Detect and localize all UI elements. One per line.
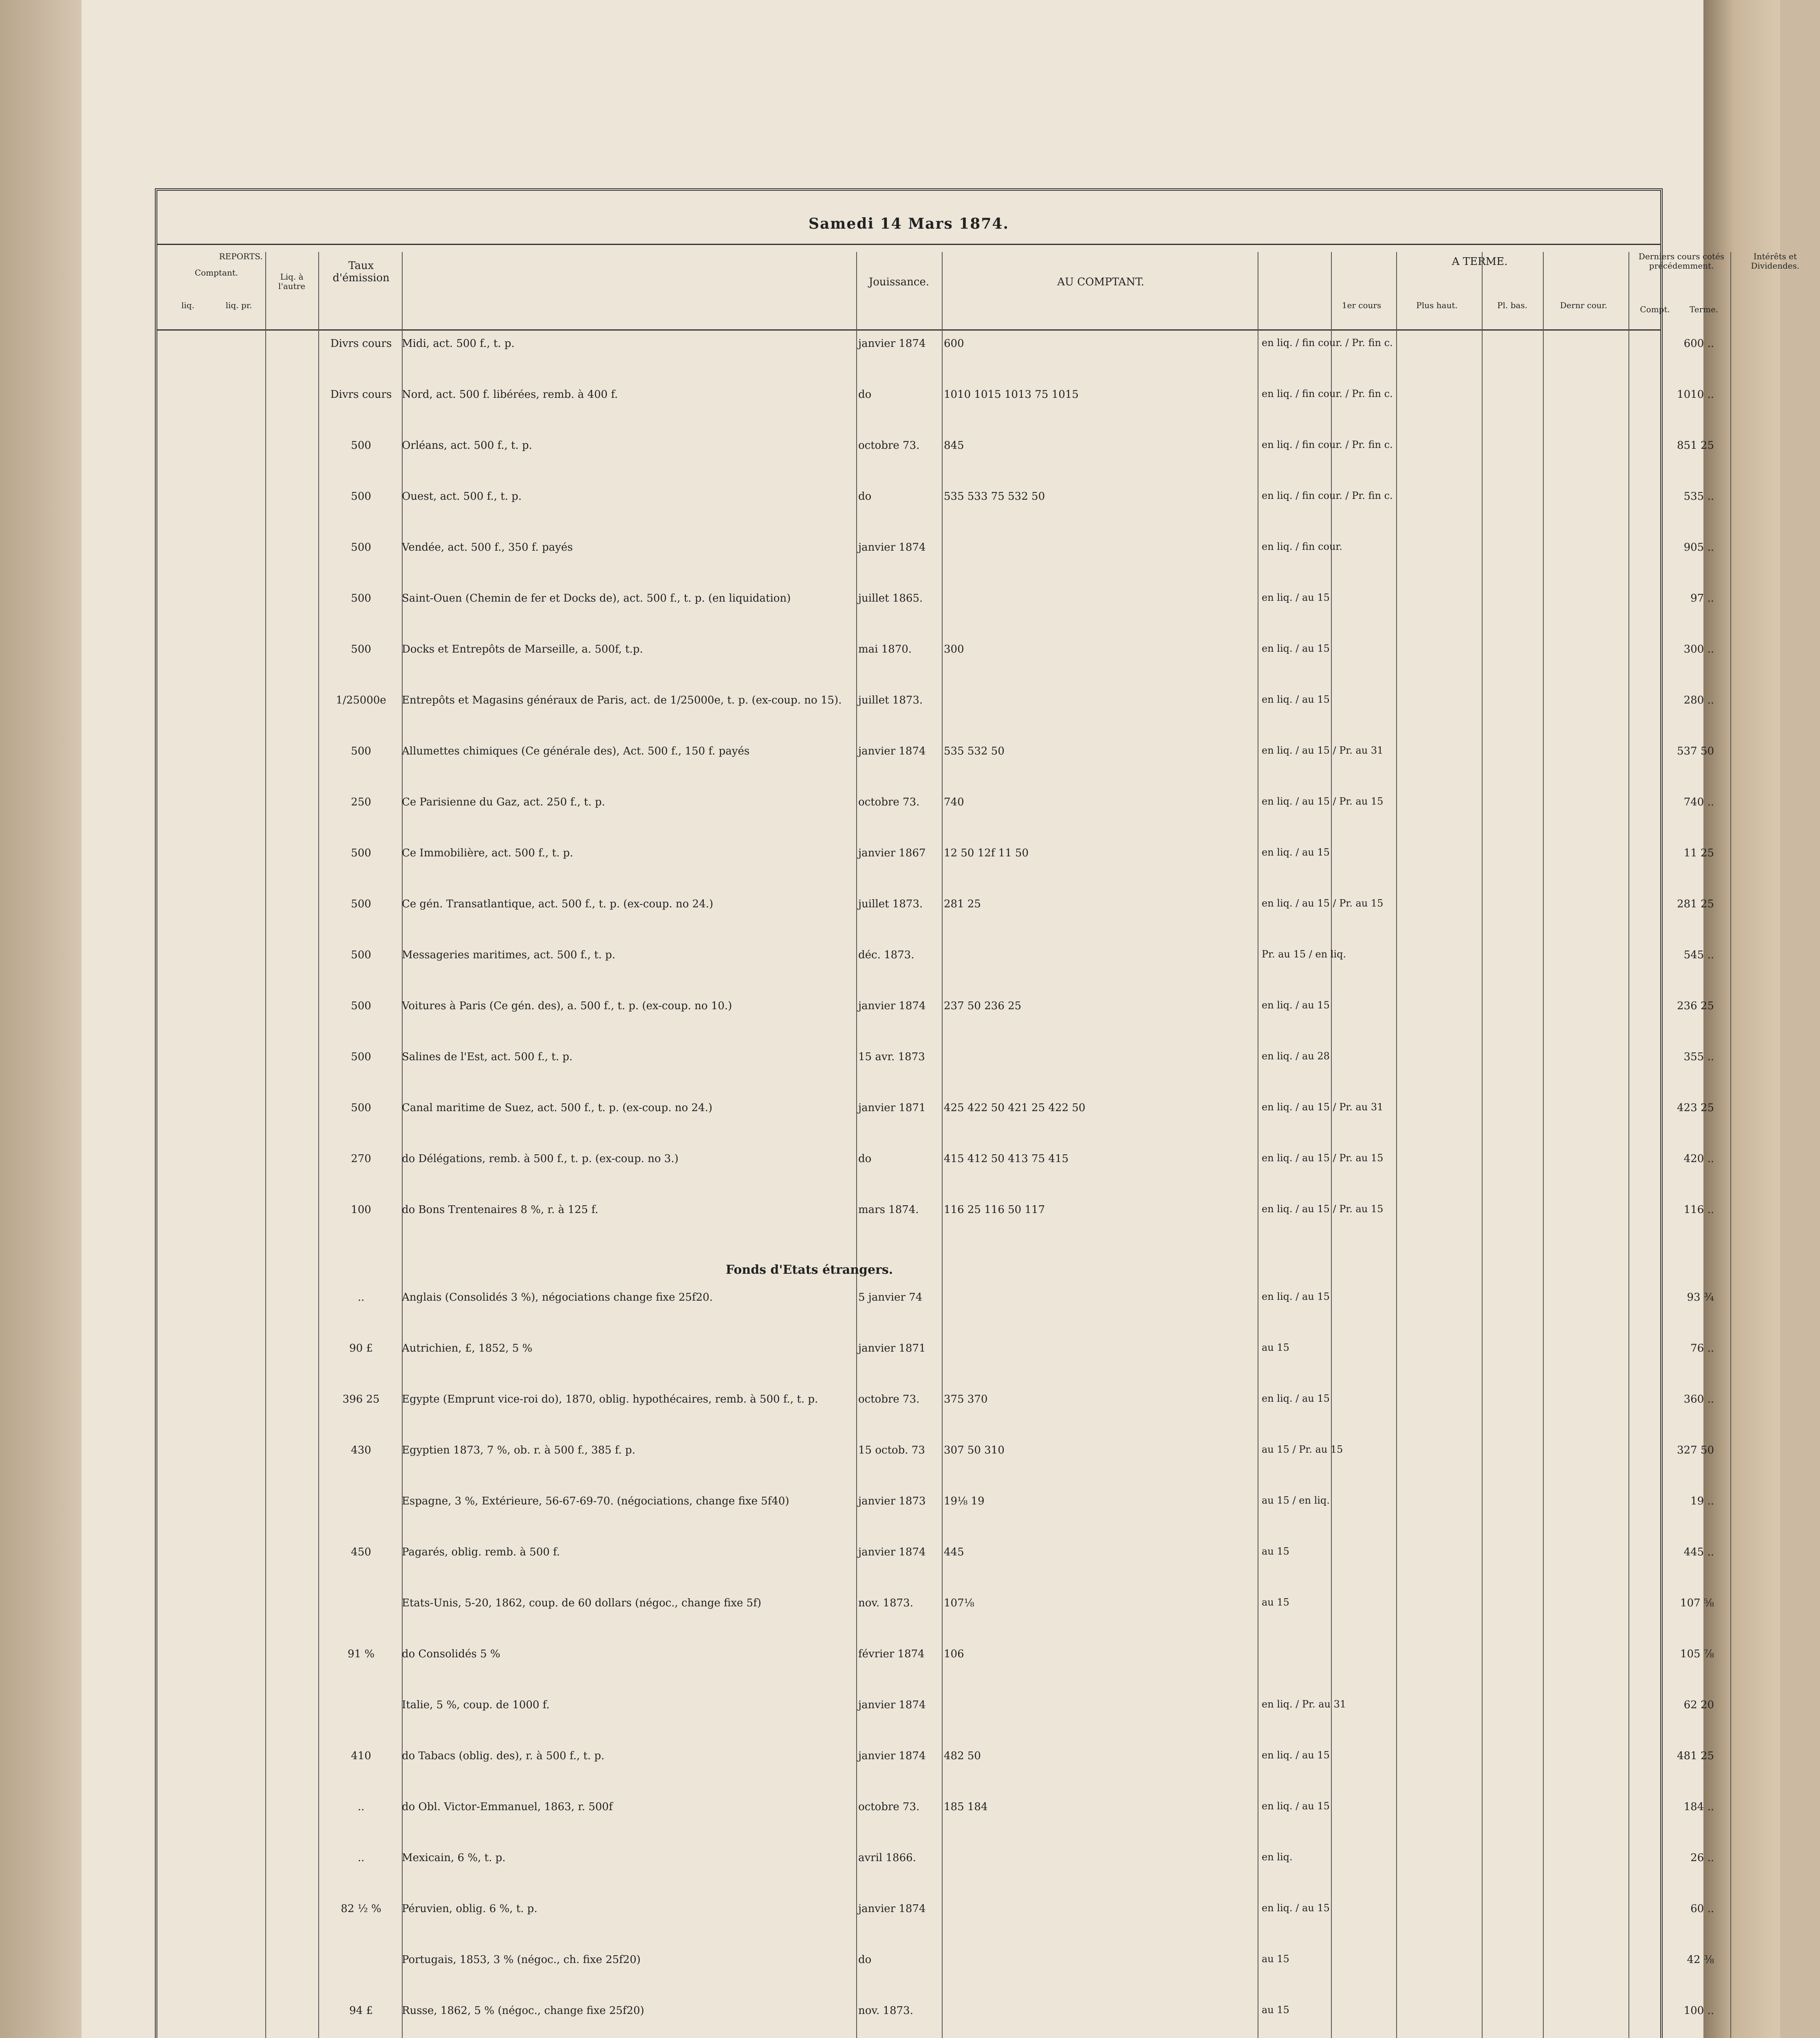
emission-rate-cell: Divrs cours xyxy=(330,388,392,401)
jouissance-cell: janvier 1874 xyxy=(858,337,926,350)
cash-price-cell: 535 533 75 532 50 xyxy=(944,490,1045,503)
emission-rate-cell: 450 xyxy=(351,1546,371,1558)
emission-rate-cell: 91 % xyxy=(347,1648,375,1660)
security-name-cell: Péruvien, oblig. 6 %, t. p. xyxy=(402,1903,538,1915)
security-name-cell: Canal maritime de Suez, act. 500 f., t. p. (ex-coup. no 24.) xyxy=(402,1102,713,1114)
table-row xyxy=(157,1698,1714,1740)
security-name-cell: Ouest, act. 500 f., t. p. xyxy=(402,490,522,503)
term-market-cell: en liq. / au 28 xyxy=(1262,1050,1330,1062)
security-name-cell: Ce Parisienne du Gaz, act. 250 f., t. p. xyxy=(402,796,605,808)
emission-rate-cell: 500 xyxy=(351,745,371,757)
emission-rate-cell: 270 xyxy=(351,1153,371,1165)
jouissance-cell: 15 avr. 1873 xyxy=(858,1051,925,1063)
previous-price-cell: 355 .. xyxy=(1683,1051,1714,1063)
jouissance-cell: déc. 1873. xyxy=(858,949,914,961)
emission-rate-cell: 1/25000e xyxy=(336,694,386,706)
security-name-cell: do Consolidés 5 % xyxy=(402,1648,500,1660)
previous-price-cell: 545 .. xyxy=(1683,949,1714,961)
cash-price-cell: 116 25 116 50 117 xyxy=(944,1204,1045,1216)
cash-price-cell: 237 50 236 25 xyxy=(944,1000,1022,1012)
jouissance-cell: juillet 1873. xyxy=(858,694,923,706)
table-row xyxy=(157,694,1714,735)
security-name-cell: Docks et Entrepôts de Marseille, a. 500f, t.p. xyxy=(402,643,643,655)
table-row xyxy=(157,796,1714,837)
au-comptant-header: AU COMPTANT. xyxy=(1057,276,1144,288)
emission-rate-cell: .. xyxy=(357,1852,365,1864)
emission-rate-cell: 500 xyxy=(351,1000,371,1012)
dernier-cours-header: Dernr cour. xyxy=(1560,300,1608,310)
previous-price-cell: 420 .. xyxy=(1683,1153,1714,1165)
term-market-cell: au 15 / en liq. xyxy=(1262,1495,1330,1506)
table-row xyxy=(157,337,1714,378)
table-row xyxy=(157,1800,1714,1842)
jouissance-cell: mars 1874. xyxy=(858,1204,919,1216)
term-market-cell: en liq. / au 15 / Pr. au 15 xyxy=(1262,898,1384,909)
term-market-cell: en liq. xyxy=(1262,1851,1293,1863)
security-name-cell: Voitures à Paris (Ce gén. des), a. 500 f., t. p. (ex-coup. no 10.) xyxy=(402,1000,732,1012)
plus-haut-header: Plus haut. xyxy=(1416,300,1458,310)
jouissance-cell: mai 1870. xyxy=(858,643,912,655)
security-name-cell: Portugais, 1853, 3 % (négoc., ch. fixe 25f20) xyxy=(402,1954,641,1966)
previous-price-cell: 905 .. xyxy=(1683,541,1714,554)
term-market-cell: en liq. / fin cour. / Pr. fin c. xyxy=(1262,388,1393,399)
column-rule xyxy=(1730,252,1731,2038)
jouissance-cell: octobre 73. xyxy=(858,439,920,452)
jouissance-cell: octobre 73. xyxy=(858,1801,920,1813)
cash-price-cell: 845 xyxy=(944,439,964,452)
cash-price-cell: 375 370 xyxy=(944,1393,988,1405)
previous-price-cell: 537 50 xyxy=(1677,745,1714,757)
previous-price-cell: 280 .. xyxy=(1683,694,1714,706)
jouissance-cell: nov. 1873. xyxy=(858,2005,913,2017)
previous-price-cell: 535 .. xyxy=(1683,490,1714,503)
cash-price-cell: 415 412 50 413 75 415 xyxy=(944,1153,1069,1165)
table-row xyxy=(157,1050,1714,1092)
table-row xyxy=(157,1953,1714,1994)
previous-price-cell: 11 25 xyxy=(1683,847,1714,859)
cash-price-cell: 19⅛ 19 xyxy=(944,1495,985,1507)
taux-header: Taux d'émission xyxy=(333,260,390,284)
security-name-cell: Anglais (Consolidés 3 %), négociations change fixe 25f20. xyxy=(402,1291,713,1304)
jouissance-cell: janvier 1871 xyxy=(858,1342,926,1354)
security-name-cell: Midi, act. 500 f., t. p. xyxy=(402,337,515,350)
emission-rate-cell: 500 xyxy=(351,949,371,961)
jouissance-cell: février 1874 xyxy=(858,1648,925,1660)
table-row xyxy=(157,1342,1714,1383)
jouissance-cell: janvier 1873 xyxy=(858,1495,926,1507)
security-name-cell: Mexicain, 6 %, t. p. xyxy=(402,1852,506,1864)
cash-price-cell: 107⅛ xyxy=(944,1597,974,1609)
term-market-cell: en liq. / au 15 / Pr. au 15 xyxy=(1262,1152,1384,1164)
previous-price-cell: 62 20 xyxy=(1683,1699,1714,1711)
previous-price-cell: 445 .. xyxy=(1683,1546,1714,1558)
emission-rate-cell: 500 xyxy=(351,643,371,655)
emission-rate-cell: Divrs cours xyxy=(330,337,392,350)
table-row xyxy=(157,1597,1714,1638)
term-market-cell: en liq. / au 15 / Pr. au 15 xyxy=(1262,1203,1384,1215)
term-market-cell: en liq. / fin cour. / Pr. fin c. xyxy=(1262,490,1393,501)
premier-cours-header: 1er cours xyxy=(1342,300,1382,310)
cash-price-cell: 307 50 310 xyxy=(944,1444,1005,1456)
jouissance-cell: do xyxy=(858,388,872,401)
term-market-cell: en liq. / fin cour. xyxy=(1262,541,1342,552)
security-name-cell: Orléans, act. 500 f., t. p. xyxy=(402,439,532,452)
jouissance-cell: janvier 1874 xyxy=(858,1750,926,1762)
cash-price-cell: 740 xyxy=(944,796,964,808)
previous-price-cell: 26 .. xyxy=(1690,1852,1714,1864)
emission-rate-cell: 500 xyxy=(351,1102,371,1114)
security-name-cell: Ce gén. Transatlantique, act. 500 f., t. p. (ex-coup. no 24.) xyxy=(402,898,714,910)
previous-price-cell: 360 .. xyxy=(1683,1393,1714,1405)
emission-rate-cell: .. xyxy=(357,1291,365,1304)
table-row xyxy=(157,1495,1714,1536)
term-market-cell: au 15 xyxy=(1262,1597,1289,1608)
cash-price-cell: 600 xyxy=(944,337,964,350)
emission-rate-cell: 500 xyxy=(351,1051,371,1063)
security-name-cell: Ce Immobilière, act. 500 f., t. p. xyxy=(402,847,573,859)
previous-price-cell: 600 .. xyxy=(1683,337,1714,350)
liq-header: liq. xyxy=(181,300,194,310)
reports-header: REPORTS. xyxy=(219,251,263,261)
previous-price-cell: 300 .. xyxy=(1683,643,1714,655)
term-market-cell: en liq. / fin cour. / Pr. fin c. xyxy=(1262,439,1393,450)
previous-price-cell: 236 25 xyxy=(1677,1000,1714,1012)
security-name-cell: Allumettes chimiques (Ce générale des), Act. 500 f., 150 f. payés xyxy=(402,745,750,757)
previous-price-cell: 107 ⅝ xyxy=(1680,1597,1714,1609)
cash-price-cell: 106 xyxy=(944,1648,964,1660)
emission-rate-cell: 100 xyxy=(351,1204,371,1216)
interets-header: Intérêts et Dividendes. xyxy=(1751,251,1800,271)
derniers-cours-header: Derniers cours cotés précédemment. xyxy=(1638,251,1725,271)
security-name-cell: do Bons Trentenaires 8 %, r. à 125 f. xyxy=(402,1204,599,1216)
security-name-cell: Messageries maritimes, act. 500 f., t. p. xyxy=(402,949,615,961)
term-market-cell: en liq. / au 15 xyxy=(1262,1393,1330,1404)
table-row xyxy=(157,847,1714,888)
term-market-cell: au 15 xyxy=(1262,1342,1289,1353)
table-row xyxy=(157,2004,1714,2038)
term-market-cell: au 15 xyxy=(1262,1953,1289,1965)
liq-autre-header: Liq. à l'autre xyxy=(278,272,306,291)
emission-rate-cell: 500 xyxy=(351,898,371,910)
emission-rate-cell: 82 ½ % xyxy=(341,1903,381,1915)
jouissance-cell: 15 octob. 73 xyxy=(858,1444,925,1456)
term-market-cell: en liq. / au 15 / Pr. au 31 xyxy=(1262,1101,1384,1113)
term-market-cell: en liq. / au 15 xyxy=(1262,694,1330,705)
emission-rate-cell: 430 xyxy=(351,1444,371,1456)
term-market-cell: Pr. au 15 / en liq. xyxy=(1262,948,1346,960)
table-row xyxy=(157,999,1714,1041)
previous-price-cell: 76 .. xyxy=(1690,1342,1714,1354)
previous-price-cell: 184 .. xyxy=(1683,1801,1714,1813)
emission-rate-cell: 410 xyxy=(351,1750,371,1762)
cash-price-cell: 281 25 xyxy=(944,898,981,910)
term-market-cell: en liq. / au 15 xyxy=(1262,1902,1330,1914)
security-name-cell: Russe, 1862, 5 % (négoc., change fixe 25f20) xyxy=(402,2005,644,2017)
term-market-cell: en liq. / au 15 xyxy=(1262,1291,1330,1302)
cash-price-cell: 425 422 50 421 25 422 50 xyxy=(944,1102,1086,1114)
security-name-cell: Italie, 5 %, coup. de 1000 f. xyxy=(402,1699,550,1711)
jouissance-cell: octobre 73. xyxy=(858,796,920,808)
table-row xyxy=(157,1152,1714,1193)
emission-rate-cell: 250 xyxy=(351,796,371,808)
table-row xyxy=(157,439,1714,480)
jouissance-cell: do xyxy=(858,1954,872,1966)
jouissance-cell: 5 janvier 74 xyxy=(858,1291,923,1304)
security-name-cell: Pagarés, oblig. remb. à 500 f. xyxy=(402,1546,560,1558)
previous-price-cell: 97 .. xyxy=(1690,592,1714,604)
jouissance-header: Jouissance. xyxy=(868,276,930,288)
jouissance-cell: do xyxy=(858,1153,872,1165)
table-row xyxy=(157,745,1714,786)
emission-rate-cell: 500 xyxy=(351,541,371,554)
term-market-cell: en liq. / au 15 xyxy=(1262,999,1330,1011)
jouissance-cell: janvier 1874 xyxy=(858,1903,926,1915)
previous-price-cell: 327 50 xyxy=(1677,1444,1714,1456)
jouissance-cell: janvier 1871 xyxy=(858,1102,926,1114)
security-name-cell: Egypte (Emprunt vice-roi do), 1870, oblig. hypothécaires, remb. à 500 f., t. p. xyxy=(402,1393,818,1405)
emission-rate-cell: 396 25 xyxy=(342,1393,380,1405)
pl-bas-header: Pl. bas. xyxy=(1497,300,1527,310)
security-name-cell: Entrepôts et Magasins généraux de Paris, act. de 1/25000e, t. p. (ex-coup. no 15). xyxy=(402,694,842,706)
jouissance-cell: juillet 1873. xyxy=(858,898,923,910)
jouissance-cell: janvier 1867 xyxy=(858,847,926,859)
emission-rate-cell: 500 xyxy=(351,439,371,452)
emission-rate-cell: 94 £ xyxy=(349,2005,373,2017)
security-name-cell: do Obl. Victor-Emmanuel, 1863, r. 500f xyxy=(402,1801,613,1813)
emission-rate-cell: .. xyxy=(357,1801,365,1813)
liq-pr-header: liq. pr. xyxy=(225,300,252,310)
emission-rate-cell: 500 xyxy=(351,490,371,503)
cash-price-cell: 482 50 xyxy=(944,1750,981,1762)
terme-header: Terme. xyxy=(1689,304,1719,314)
previous-price-cell: 281 25 xyxy=(1677,898,1714,910)
term-market-cell: en liq. / au 15 / Pr. au 15 xyxy=(1262,796,1384,807)
term-market-cell: au 15 xyxy=(1262,2004,1289,2016)
jouissance-cell: juillet 1865. xyxy=(858,592,923,604)
jouissance-cell: nov. 1873. xyxy=(858,1597,913,1609)
cash-price-cell: 300 xyxy=(944,643,964,655)
jouissance-cell: do xyxy=(858,490,872,503)
page-title: Samedi 14 Mars 1874. xyxy=(808,215,1009,232)
table-row xyxy=(157,490,1714,531)
previous-price-cell: 93 ¾ xyxy=(1687,1291,1714,1304)
jouissance-cell: janvier 1874 xyxy=(858,745,926,757)
table-row xyxy=(157,1291,1714,1332)
table-row xyxy=(157,1902,1714,1943)
table-row xyxy=(157,1203,1714,1244)
security-name-cell: do Tabacs (oblig. des), r. à 500 f., t. p. xyxy=(402,1750,605,1762)
previous-price-cell: 1010 .. xyxy=(1677,388,1714,401)
cash-price-cell: 12 50 12f 11 50 xyxy=(944,847,1029,859)
table-row xyxy=(157,1749,1714,1791)
header-rule xyxy=(157,329,1660,331)
term-market-cell: en liq. / au 15 xyxy=(1262,1749,1330,1761)
security-name-cell: Salines de l'Est, act. 500 f., t. p. xyxy=(402,1051,573,1063)
previous-price-cell: 740 .. xyxy=(1683,796,1714,808)
cash-price-cell: 535 532 50 xyxy=(944,745,1005,757)
jouissance-cell: janvier 1874 xyxy=(858,541,926,554)
jouissance-cell: avril 1866. xyxy=(858,1852,916,1864)
scan-left-margin xyxy=(0,0,82,2038)
jouissance-cell: octobre 73. xyxy=(858,1393,920,1405)
table-row xyxy=(157,948,1714,990)
table-row xyxy=(157,1648,1714,1689)
jouissance-cell: janvier 1874 xyxy=(858,1000,926,1012)
previous-price-cell: 19 .. xyxy=(1690,1495,1714,1507)
table-row xyxy=(157,898,1714,939)
jouissance-cell: janvier 1874 xyxy=(858,1699,926,1711)
term-market-cell: en liq. / au 15 xyxy=(1262,847,1330,858)
emission-rate-cell: 500 xyxy=(351,592,371,604)
term-market-cell: en liq. / Pr. au 31 xyxy=(1262,1698,1346,1710)
cash-price-cell: 185 184 xyxy=(944,1801,988,1813)
emission-rate-cell: 500 xyxy=(351,847,371,859)
compt-header: Compt. xyxy=(1640,304,1670,314)
previous-price-cell: 481 25 xyxy=(1677,1750,1714,1762)
term-market-cell: en liq. / au 15 / Pr. au 31 xyxy=(1262,745,1384,756)
table-row xyxy=(157,643,1714,684)
jouissance-cell: janvier 1874 xyxy=(858,1546,926,1558)
previous-price-cell: 105 ⅞ xyxy=(1680,1648,1714,1660)
term-market-cell: en liq. / au 15 xyxy=(1262,643,1330,654)
table-row xyxy=(157,1546,1714,1587)
security-name-cell: Espagne, 3 %, Extérieure, 56-67-69-70. (négociations, change fixe 5f40) xyxy=(402,1495,789,1507)
security-name-cell: Etats-Unis, 5-20, 1862, coup. de 60 dollars (négoc., change fixe 5f) xyxy=(402,1597,761,1609)
previous-price-cell: 423 25 xyxy=(1677,1102,1714,1114)
section-heading: Fonds d'Etats étrangers. xyxy=(725,1263,893,1277)
previous-price-cell: 100 .. xyxy=(1683,2005,1714,2017)
comptant-header: Comptant. xyxy=(194,268,238,278)
table-row xyxy=(157,541,1714,582)
security-name-cell: do Délégations, remb. à 500 f., t. p. (ex-coup. no 3.) xyxy=(402,1153,679,1165)
table-row xyxy=(157,388,1714,429)
term-market-cell: en liq. / fin cour. / Pr. fin c. xyxy=(1262,337,1393,348)
term-market-cell: au 15 xyxy=(1262,1546,1289,1557)
term-market-cell: au 15 / Pr. au 15 xyxy=(1262,1444,1343,1455)
cash-price-cell: 1010 1015 1013 75 1015 xyxy=(944,388,1079,401)
table-row xyxy=(157,1444,1714,1485)
table-row xyxy=(157,1851,1714,1892)
table-row xyxy=(157,1393,1714,1434)
term-market-cell: en liq. / au 15 xyxy=(1262,1800,1330,1812)
a-terme-header: A TERME. xyxy=(1452,256,1508,268)
previous-price-cell: 851 25 xyxy=(1677,439,1714,452)
security-name-cell: Egyptien 1873, 7 %, ob. r. à 500 f., 385 f. p. xyxy=(402,1444,635,1456)
security-name-cell: Vendée, act. 500 f., 350 f. payés xyxy=(402,541,573,554)
header-rule xyxy=(157,244,1660,245)
previous-price-cell: 60 .. xyxy=(1690,1903,1714,1915)
term-market-cell: en liq. / au 15 xyxy=(1262,592,1330,603)
security-name-cell: Saint-Ouen (Chemin de fer et Docks de), act. 500 f., t. p. (en liquidation) xyxy=(402,592,791,604)
table-row xyxy=(157,1101,1714,1143)
cash-price-cell: 445 xyxy=(944,1546,964,1558)
quotation-table xyxy=(155,188,1800,2038)
table-row xyxy=(157,592,1714,633)
emission-rate-cell: 90 £ xyxy=(349,1342,373,1354)
previous-price-cell: 42 ⅜ xyxy=(1687,1954,1714,1966)
previous-price-cell: 116 .. xyxy=(1683,1204,1714,1216)
security-name-cell: Autrichien, £, 1852, 5 % xyxy=(402,1342,533,1354)
security-name-cell: Nord, act. 500 f. libérées, remb. à 400 f. xyxy=(402,388,618,401)
